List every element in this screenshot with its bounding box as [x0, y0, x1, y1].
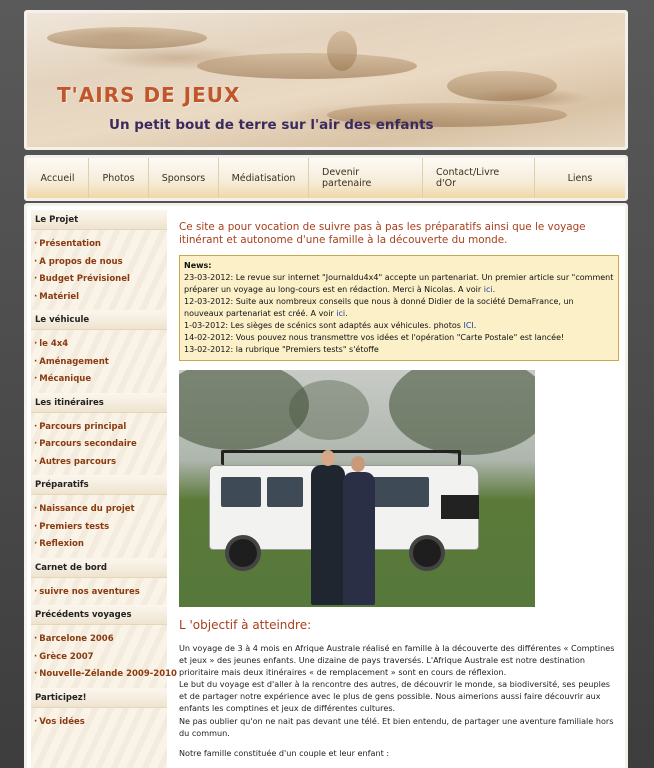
- sidebar-heading: Précédents voyages: [31, 605, 167, 625]
- family-vehicle-photo: [179, 370, 535, 607]
- news-link[interactable]: ICI: [463, 321, 474, 330]
- paragraph: Un voyage de 3 à 4 mois en Afrique Australe réalisé en famille à la découverte des différentes « Comptines et jeux » des jeunes enfants. Une dizaine de pays traversés. L'Afrique Australe est notre destination prioritaire mais deux itinéraires « de remplacement » sont en cours de réflexion.: [179, 643, 615, 678]
- sidebar-link-grece[interactable]: · Grèce 2007: [34, 651, 94, 662]
- news-entry: 1-03-2012: Les sièges de scénics sont adaptés aux véhicules. photos ICI.: [184, 321, 477, 330]
- sidebar-heading: Participez!: [31, 688, 167, 708]
- nav-mediatisation[interactable]: Médiatisation: [219, 158, 309, 198]
- sidebar-heading: Carnet de bord: [31, 558, 167, 578]
- sidebar-heading: Le véhicule: [31, 310, 167, 330]
- sidebar-link-4x4[interactable]: · le 4x4: [34, 339, 69, 349]
- paragraph: Le but du voyage est d'aller à la rencontre des autres, de découvrir le monde, sa biodiversité, ses peuples et de partager notre expérience avec le plus de gens possible. Nous aimerions aussi faire découvrir aux enfants les comptines et jeux de différentes cultures.: [179, 679, 611, 714]
- news-title: News:: [184, 261, 212, 270]
- sidebar-link-nouvelle-zelande[interactable]: · Nouvelle-Zélande 2009-2010: [34, 669, 177, 679]
- sidebar-link-barcelone[interactable]: · Barcelone 2006: [34, 634, 114, 644]
- sidebar-heading: Le Projet: [31, 210, 167, 230]
- sidebar-link-aventures[interactable]: · suivre nos aventures: [34, 586, 140, 597]
- sidebar-link-budget[interactable]: · Budget Prévisionel: [34, 274, 130, 284]
- sidebar: [31, 210, 177, 768]
- paragraph: Notre famille constituée d'un couple et leur enfant :: [179, 747, 390, 758]
- sidebar-heading: Les itinéraires: [31, 393, 167, 413]
- content-panel: [24, 203, 628, 768]
- main-content: [179, 221, 619, 759]
- nav-accueil[interactable]: Accueil: [27, 158, 89, 198]
- paragraph: Ne pas oublier qu'on ne nait pas devant une télé. Et bien entendu, de partager une aventure familiale hors du commun.: [179, 715, 614, 738]
- sidebar-link-autres-parcours[interactable]: · Autres parcours: [34, 456, 117, 467]
- site-title: T'AIRS DE JEUX: [57, 83, 241, 107]
- news-link[interactable]: ici: [336, 309, 346, 318]
- sidebar-section-carnet: [31, 558, 167, 606]
- nav-devenir-partenaire[interactable]: Devenir partenaire: [309, 158, 423, 198]
- sidebar-link-amenagement[interactable]: · Aménagement: [34, 356, 109, 367]
- sidebar-section-voyages: [31, 605, 177, 688]
- sidebar-section-projet: [31, 210, 167, 310]
- news-entry: 23-03-2012: Le revue sur internet "Journaldu4x4" accepte un partenariat. Un premier article sur "comment préparer un voyage au long-cours est en rédaction. Merci à Nicolas. A voir ici.: [184, 273, 614, 294]
- sidebar-section-preparatifs: [31, 475, 167, 558]
- sidebar-link-vos-idees[interactable]: · Vos idées: [34, 716, 85, 727]
- nav-liens[interactable]: Liens: [567, 172, 593, 184]
- news-link[interactable]: ici: [483, 285, 493, 294]
- nav-photos[interactable]: Photos: [89, 158, 149, 198]
- sidebar-section-participez: [31, 688, 167, 736]
- sidebar-section-vehicule: [31, 310, 167, 393]
- main-nav: [24, 155, 628, 201]
- sidebar-link-a-propos[interactable]: · A propos de nous: [34, 256, 123, 267]
- sidebar-section-itineraires: [31, 393, 167, 476]
- sidebar-link-presentation[interactable]: · Présentation: [34, 239, 101, 249]
- news-entry: 14-02-2012: Vous pouvez nous transmettre vos idées et l'opération "Carte Postale" est lancée!: [184, 333, 565, 342]
- sidebar-link-reflexion[interactable]: · Reflexion: [34, 539, 84, 549]
- sidebar-link-mecanique[interactable]: · Mécanique: [34, 374, 92, 384]
- objective-text: [179, 642, 619, 759]
- news-box: [179, 255, 619, 361]
- sidebar-link-parcours-principal[interactable]: · Parcours principal: [34, 421, 127, 432]
- intro-text: Ce site a pour vocation de suivre pas à pas les préparatifs ainsi que le voyage itinérant et autonome d'une famille à la découverte du monde.: [179, 221, 586, 246]
- site-subtitle: Un petit bout de terre sur l'air des enfants: [109, 117, 434, 133]
- sidebar-link-materiel[interactable]: · Matériel: [34, 291, 80, 302]
- sidebar-link-premiers-tests[interactable]: · Premiers tests: [34, 521, 110, 532]
- sidebar-link-parcours-secondaire[interactable]: · Parcours secondaire: [34, 439, 137, 449]
- objective-title: L 'objectif à atteindre:: [179, 618, 312, 632]
- news-entry: 12-03-2012: Suite aux nombreux conseils que nous à donné Didier de la société DemaFrance, un nouveaux partenariat est créé. A voir ici.: [184, 297, 574, 318]
- sidebar-link-naissance[interactable]: · Naissance du projet: [34, 504, 135, 514]
- nav-sponsors[interactable]: Sponsors: [149, 158, 219, 198]
- nav-contact-livre-dor[interactable]: Contact/Livre d'Or: [423, 158, 535, 198]
- sidebar-heading: Préparatifs: [31, 475, 167, 495]
- news-entry: 13-02-2012: la rubrique "Premiers tests" s'étoffe: [184, 345, 379, 354]
- site-header-banner: [24, 10, 628, 150]
